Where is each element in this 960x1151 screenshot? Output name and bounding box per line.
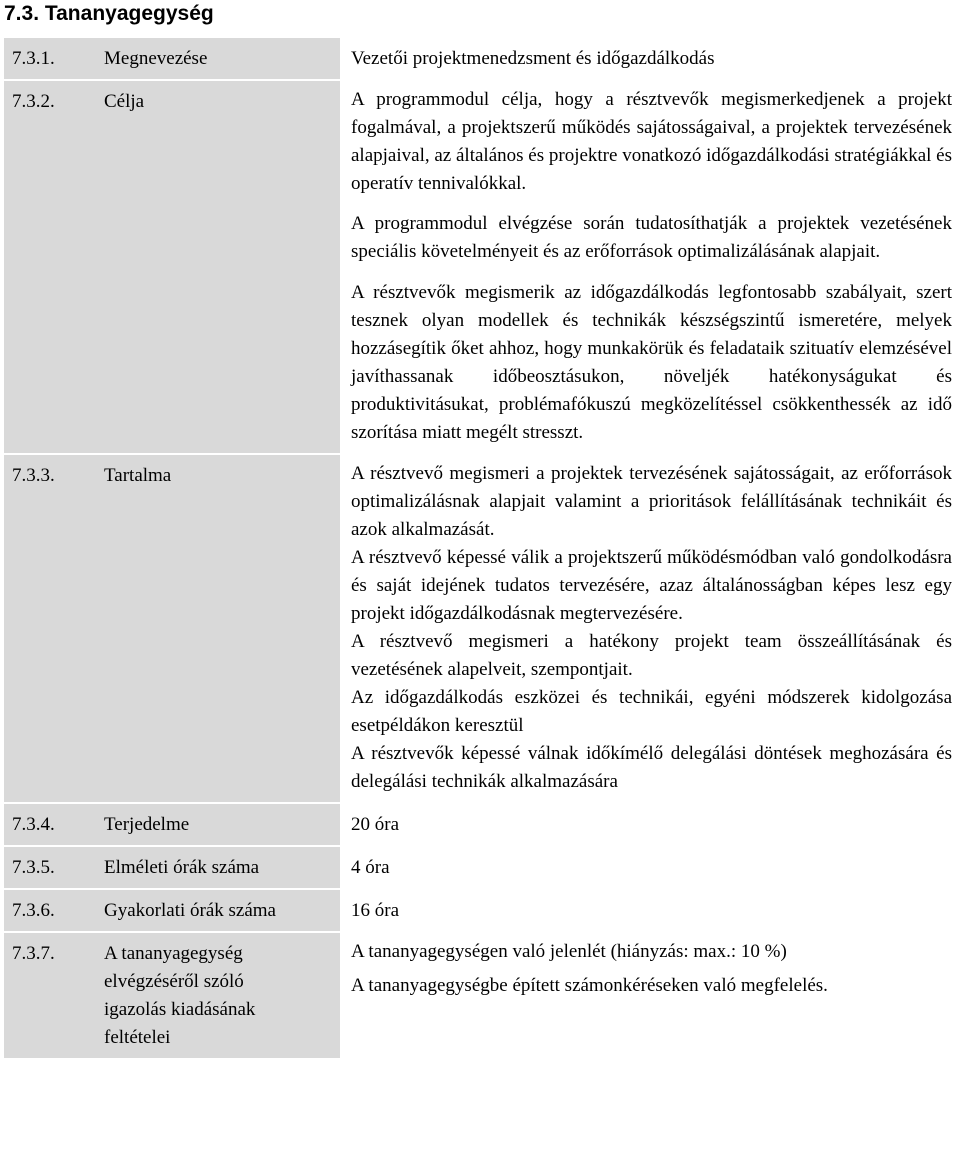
row-number: 7.3.2. [4, 80, 104, 454]
row-number: 7.3.3. [4, 454, 104, 803]
row-number: 7.3.5. [4, 846, 104, 889]
row-label [104, 932, 340, 1058]
row-label-line: igazolás kiadásának [104, 999, 256, 1020]
row-label: Terjedelme [104, 803, 340, 846]
table-row [4, 932, 957, 1058]
unit-table [4, 38, 957, 1058]
table-row [4, 80, 957, 454]
conditions-value [340, 932, 957, 1058]
row-number: 7.3.4. [4, 803, 104, 846]
goal-value [340, 80, 957, 454]
row-label: Elméleti órák száma [104, 846, 340, 889]
row-label-line: A tananyagegység [104, 943, 243, 964]
table-row [4, 803, 957, 846]
goal-paragraph: A programmodul célja, hogy a résztvevők megismerkedjenek a projekt fogalmával, a projektszerű működés sajátosságaival, a projektek tervezésének alapjaival, az általános és projektre vonatkozó időgazdálkodási stratégiákkal és operatív tennivalókkal. [351, 89, 952, 194]
section-heading: 7.3. Tananyagegység [4, 2, 214, 25]
content-value [340, 454, 957, 803]
row-number: 7.3.6. [4, 889, 104, 932]
goal-paragraph: A programmodul elvégzése során tudatosíthatják a projektek vezetésének speciális követelményeit és az erőforrások optimalizálásának alapjait. [351, 213, 952, 262]
table-row [4, 846, 957, 889]
row-number: 7.3.7. [4, 932, 104, 1058]
row-label-line: feltételei [104, 1027, 171, 1048]
content-paragraph: A résztvevő megismeri a hatékony projekt team összeállításának és vezetésének alapelveit, szempontjait. [351, 631, 952, 680]
content-paragraph: A résztvevők képessé válnak időkímélő delegálási döntések meghozására és delegálási technikák alkalmazására [351, 743, 952, 792]
content-paragraph: Az időgazdálkodás eszközei és technikái, egyéni módszerek kidolgozása esetpéldákon keresztül [351, 687, 952, 736]
theory-hours-value: 4 óra [340, 846, 957, 889]
unit-name-value: Vezetői projektmenedzsment és időgazdálkodás [351, 48, 715, 69]
condition-item: A tananyagegységen való jelenlét (hiányzás: max.: 10 %) [351, 941, 787, 962]
scope-value: 20 óra [340, 803, 957, 846]
table-row [4, 38, 957, 80]
row-number: 7.3.1. [4, 38, 104, 80]
row-label: Célja [104, 80, 340, 454]
goal-paragraph: A résztvevők megismerik az időgazdálkodás legfontosabb szabályait, szert tesznek olyan modellek és technikák készségszintű ismeretére, melyek hozzásegítik őket ahhoz, hogy munkakörük és feladataik szituatív elemzésével javíthassanak időbeosztásukon, növeljék hatékonyságukat és produktivitásukat, problémafókuszú megközelítéssel csökkenthessék az idő szorítása miatt megélt stresszt. [351, 282, 952, 443]
content-paragraph: A résztvevő képessé válik a projektszerű működésmódban való gondolkodásra és saját idejének tudatos tervezésére, azaz általánosságban képes lesz egy projekt időgazdálkodásnak megtervezésére. [351, 547, 952, 624]
row-label: Tartalma [104, 454, 340, 803]
row-label: Gyakorlati órák száma [104, 889, 340, 932]
content-paragraph: A résztvevő megismeri a projektek tervezésének sajátosságait, az erőforrások optimalizálásnak alapjait valamint a prioritások felállításának technikáit és azok alkalmazását. [351, 463, 952, 540]
row-label-line: elvégzéséről szóló [104, 971, 244, 992]
table-row [4, 454, 957, 803]
table-row [4, 889, 957, 932]
row-label: Megnevezése [104, 38, 340, 80]
practice-hours-value: 16 óra [340, 889, 957, 932]
condition-item: A tananyagegységbe épített számonkéréseken való megfelelés. [351, 975, 828, 996]
